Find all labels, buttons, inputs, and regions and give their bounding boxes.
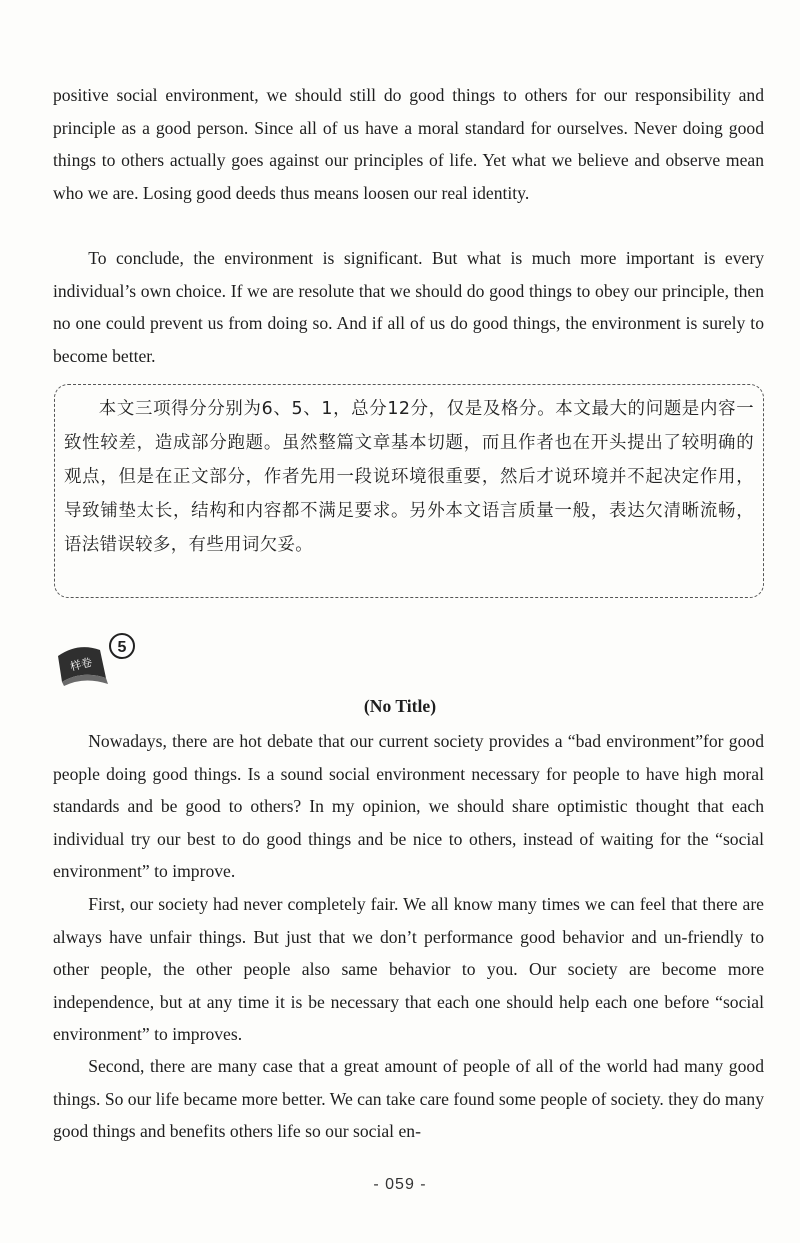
paragraph-6: Second, there are many case that a great amount of people of all of the world had many good things. So our life became more better. We can take care found some people of society. they do many good things and benefits others life so our social en- <box>53 1056 764 1142</box>
badge-label: 样卷 <box>68 655 94 674</box>
essay-title: (No Title) <box>363 696 437 716</box>
comment-text: 本文三项得分分别为6、5、1，总分12分，仅是及格分。本文最大的问题是内容一致性较差，造成部分跑题。虽然整篇文章基本切题，而且作者也在开头提出了较明确的观点，但是在正文部分，作者先用一段说环境很重要，然后才说环境并不起决定作用，导致铺垫太长，结构和内容都不满足要求。另外本文语言质量一般，表达欠清晰流畅，语法错误较多，有些用词欠妥。 <box>64 399 754 555</box>
sample-paper-badge-icon <box>56 628 142 686</box>
paragraph-4: Nowadays, there are hot debate that our current society provides a “bad environment”for good people doing good things. Is a sound social environment necessary for people to have high moral standards and be good to others? In my opinion, we should share optimistic thought that each individual try our best to do good things and be nice to others, instead of waiting for the “social environment” to improve. <box>53 731 764 882</box>
paragraph-2: To conclude, the environment is significant. But what is much more important is every individual’s own choice. If we are resolute that we should do good things to obey our principle, then no one could prevent us from doing so. And if all of us do good things, the environment is surely to become better. <box>53 248 764 366</box>
paragraph-5: First, our society had never completely fair. We all know many times we can feel that there are always have unfair things. But just that we don’t performance good behavior and un-friendly to other people, the other people also same behavior to you. Our society are become more independence, but at any time it is be necessary that each one should help each one before “social environment” to improves. <box>53 894 764 1045</box>
page-number: - 059 - <box>373 1176 427 1193</box>
badge-number: 5 <box>117 639 127 656</box>
paragraph-1: positive social environment, we should still do good things to others for our responsibility and principle as a good person. Since all of us have a moral standard for ourselves. Never doing good things to others actually goes against our principles of life. Yet what we believe and observe mean who we are. Losing good deeds thus means loosen our real identity. <box>53 85 764 203</box>
